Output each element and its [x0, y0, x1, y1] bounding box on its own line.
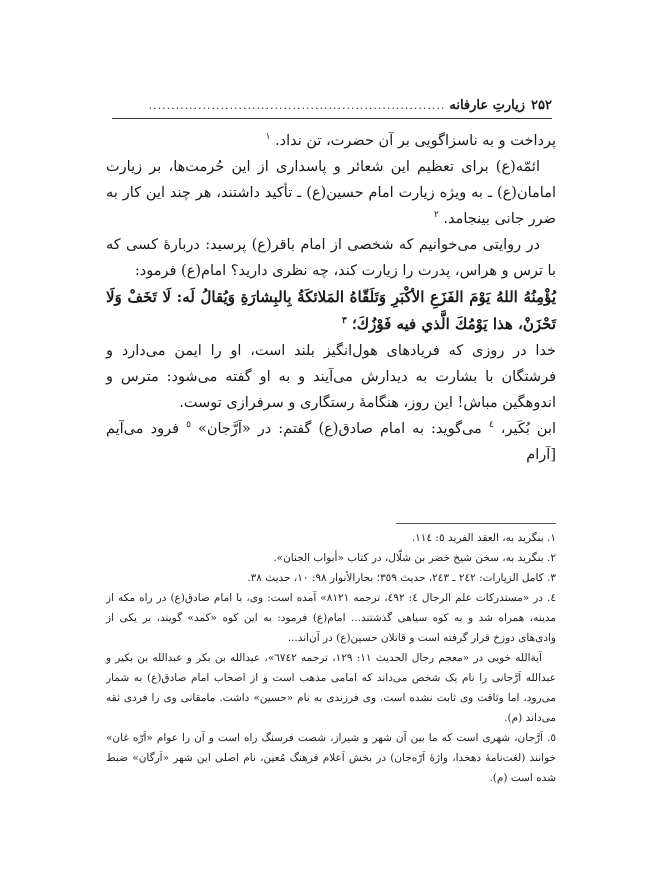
- paragraph-5-middle: می‌گوید: به امام صادق(ع) گفتم: در «اَرَّجان»: [197, 421, 482, 437]
- paragraph-3: [106, 232, 556, 284]
- paragraph-5: [106, 416, 556, 468]
- paragraph-2: [106, 154, 556, 232]
- paragraph-2-text: ائمّه(ع) برای تعظیم این شعائر و پاسداری از این حُرمت‌ها، بر زیارت امامان(ع) ـ به ویژه زیارت امام حسین(ع) ـ تأکید داشتند، هر چند این کار به ضرر جانی بینجامد.: [106, 159, 556, 227]
- footnote-ref-1: ۱: [265, 132, 271, 143]
- hadith-text: يُؤْمِنُهُ اللهُ يَوْمَ الفَزَعِ الأكْبَرِ وَتَلَقّاهُ المَلائكَةُ بِالبِشارَةِ وَيُقالُ لَه: لَا تَخَفْ وَلَا تَحْزَنْ، هذا يَوْمُكَ الَّذي فيه فَوْزُكَ؛: [106, 288, 556, 333]
- paragraph-4-text: خدا در روزی که فریادهای هول‌انگیز بلند است، او را ایمن می‌دارد و فرشتگان با بشارت به دیدارش می‌آیند و به او گفته می‌شود: مترس و اندوهگین مباش! این روز، هنگامهٔ رستگاری و سرفرازی توست.: [106, 343, 556, 411]
- footnote-ref-5: ٥: [186, 420, 191, 431]
- paragraph-1-text: پرداخت و به ناسزاگویی بر آن حضرت، تن نداد.: [275, 133, 556, 149]
- footnote-3: ۳. کامل الزیارات: ٢٤٢ ـ ٢٤٣، حدیث ٣٥٩؛ بحارالأنوار ٩٨: ١٠، حدیث ٣٨.: [247, 572, 556, 584]
- footnotes: [106, 528, 556, 788]
- paragraph-1: [106, 128, 556, 154]
- header-rule: [112, 118, 552, 119]
- page-number: ۲۵۲: [531, 97, 552, 113]
- header-dot-leader: ..................................................................: [148, 98, 446, 112]
- paragraph-3-text: در روایتی می‌خوانیم که شخصی از امام باقر(ع) پرسید: دربارهٔ کسی که با ترس و هراس، پدرت را زیارت کند، چه نظری دارید؟ امام(ع) فرمود:: [106, 237, 556, 279]
- footnote-separator: [396, 523, 556, 524]
- footnote-1: ۱. بنگرید به، العقد الفرید ٥: ١١٤.: [411, 532, 556, 544]
- footnote-ref-4: ٤: [488, 420, 494, 431]
- footnote-ref-3: ۳: [341, 316, 347, 326]
- footnote-2: ۲. بنگرید به، سخن شیخ خضر بن شلّال، در کتاب «أبواب الجنان».: [273, 552, 556, 564]
- paragraph-5-start: ابن بُکَیر،: [500, 421, 557, 437]
- running-title: زیارتِ عارفانه: [449, 97, 526, 113]
- paragraph-4: [106, 338, 556, 416]
- footnote-ref-2: ۲: [433, 210, 439, 221]
- arabic-hadith-quote: [106, 284, 556, 338]
- main-text: [106, 128, 556, 468]
- page-header: [112, 94, 552, 116]
- footnote-4: ٤. در «مستدرکات علم الرجال ٤: ٤٩٢، ترجمه ٨١٢١» آمده است: وی، با امام صادق(ع) در راه مکه از مدینه، همراه شد و به کوه سیاهی گذشتند... امام(ع) فرمود: به این کوه «کمد» گویند، بر یکی از وادی‌های دوزخ قرار گرفته است و قاتلان حسین(ع) در آن‌اند...: [106, 592, 556, 644]
- paragraph-5-end: فرود می‌آیم [آرام: [106, 421, 556, 463]
- footnote-4-continuation: آیةالله خویی در «معجم رجال الحدیث ١١: ١٢٩، ترجمه ٦٧٤٢»، عبدالله بن بکر و عبدالله بن بکیر و عبدالله اَرَّجانی را نام یک شخص می‌داند که امامی مذهب است و از اصحاب امام صادق(ع) به شمار می‌رود، اما وثاقت وی ثابت نشده است. وی فرزندی به نام «حسین» داشت. مامقانی وی را فردی ثقه می‌داند (م).: [106, 652, 556, 724]
- footnote-5: ٥. اَرَّجان، شهری است که ما بین آن شهر و شیراز، شصت فرسنگ راه است و آن را عوام «اَرّه غان» خوانند (لغت‌نامهٔ دهخدا، واژهٔ اَرّه‌جان) در بخش اَعلام فرهنگ مُعین، نام اصلی این شهر «اَرگان» ضبط شده است (م).: [106, 732, 556, 784]
